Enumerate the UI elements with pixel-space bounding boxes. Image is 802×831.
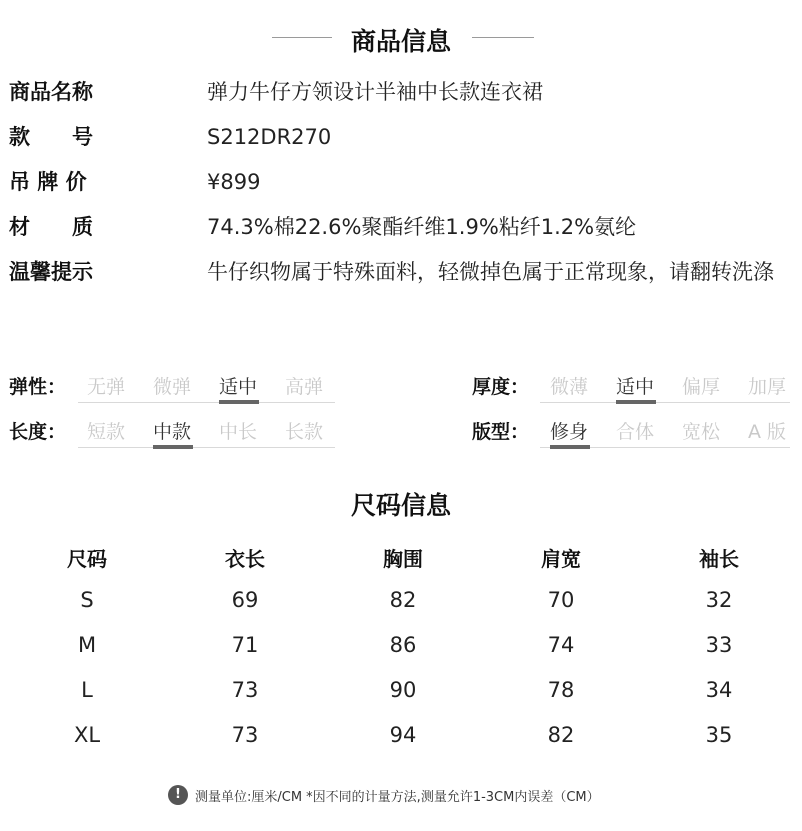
size-table-header-length: 衣长: [225, 547, 265, 571]
option-thickness-medium: 适中: [616, 376, 655, 398]
info-label-tip: 温馨提示: [9, 260, 93, 284]
table-cell: 74: [547, 633, 575, 657]
option-length-short: 短款: [87, 421, 126, 443]
option-length-long: 长款: [285, 421, 324, 443]
table-cell: 73: [231, 678, 259, 702]
table-cell: 82: [547, 723, 575, 747]
option-elasticity-medium: 适中: [219, 376, 258, 398]
info-label-name: 商品名称: [9, 80, 93, 104]
option-elasticity-high: 高弹: [285, 376, 324, 398]
option-thickness-thin: 微薄: [550, 376, 589, 398]
attr-label-fit: 版型：: [472, 421, 530, 443]
table-cell: L: [81, 678, 93, 702]
info-value-tip: 牛仔织物属于特殊面料，轻微掉色属于正常现象，请翻转洗涤: [207, 260, 774, 284]
table-cell: 69: [231, 588, 259, 612]
info-value-material: 74.3%棉22.6%聚酯纤维1.9%粘纤1.2%氨纶: [207, 215, 637, 239]
info-value-name: 弹力牛仔方领设计半袖中长款连衣裙: [207, 80, 543, 104]
attr-divider-length: [78, 447, 335, 448]
option-thickness-extra: 加厚: [748, 376, 787, 398]
measurement-note-text: 测量单位:厘米/CM *因不同的计量方法,测量允许1-3CM内误差（CM）: [195, 789, 600, 805]
attr-divider-thickness: [540, 402, 790, 403]
table-cell: 73: [231, 723, 259, 747]
option-fit-loose: 宽松: [682, 421, 721, 443]
option-elasticity-slight: 微弹: [153, 376, 192, 398]
table-cell: 34: [705, 678, 733, 702]
option-length-mid: 中款: [153, 421, 192, 443]
attr-divider-elasticity: [78, 402, 335, 403]
selected-indicator-length: [153, 445, 193, 449]
selected-indicator-fit: [550, 445, 590, 449]
table-cell: 86: [389, 633, 417, 657]
option-fit-regular: 合体: [616, 421, 655, 443]
attr-label-elasticity: 弹性：: [9, 376, 67, 398]
table-cell: XL: [73, 723, 101, 747]
table-cell: 33: [705, 633, 733, 657]
option-fit-a-line: A 版: [748, 421, 787, 443]
exclamation-icon: !: [168, 785, 188, 805]
option-thickness-thick: 偏厚: [682, 376, 721, 398]
attr-label-length: 长度：: [9, 421, 67, 443]
info-value-style-no: S212DR270: [207, 125, 332, 149]
table-cell: M: [77, 633, 97, 657]
table-cell: 71: [231, 633, 259, 657]
option-length-midlong: 中长: [219, 421, 258, 443]
table-cell: 70: [547, 588, 575, 612]
selected-indicator-thickness: [616, 400, 656, 404]
info-value-price: ¥899: [207, 170, 261, 194]
table-cell: 82: [389, 588, 417, 612]
size-table-header-shoulder: 肩宽: [541, 547, 581, 571]
table-cell: S: [80, 588, 94, 612]
option-fit-slim: 修身: [550, 421, 589, 443]
product-info-title: 商品信息: [350, 27, 451, 56]
selected-indicator-elasticity: [219, 400, 259, 404]
attr-label-thickness: 厚度：: [472, 376, 530, 398]
size-table-header-bust: 胸围: [383, 547, 423, 571]
info-label-price: 吊 牌 价: [9, 170, 87, 194]
measurement-note: [168, 784, 600, 806]
table-cell: 32: [705, 588, 733, 612]
info-label-style-no: 款 号: [9, 125, 93, 149]
table-cell: 78: [547, 678, 575, 702]
table-cell: 35: [705, 723, 733, 747]
table-cell: 94: [389, 723, 417, 747]
info-label-material: 材 质: [9, 215, 93, 239]
size-table-header-size: 尺码: [67, 547, 107, 571]
table-cell: 90: [389, 678, 417, 702]
size-table-header-sleeve: 袖长: [699, 547, 739, 571]
size-info-title: 尺码信息: [350, 491, 451, 520]
title-line-right: [472, 37, 534, 38]
option-elasticity-none: 无弹: [87, 376, 126, 398]
